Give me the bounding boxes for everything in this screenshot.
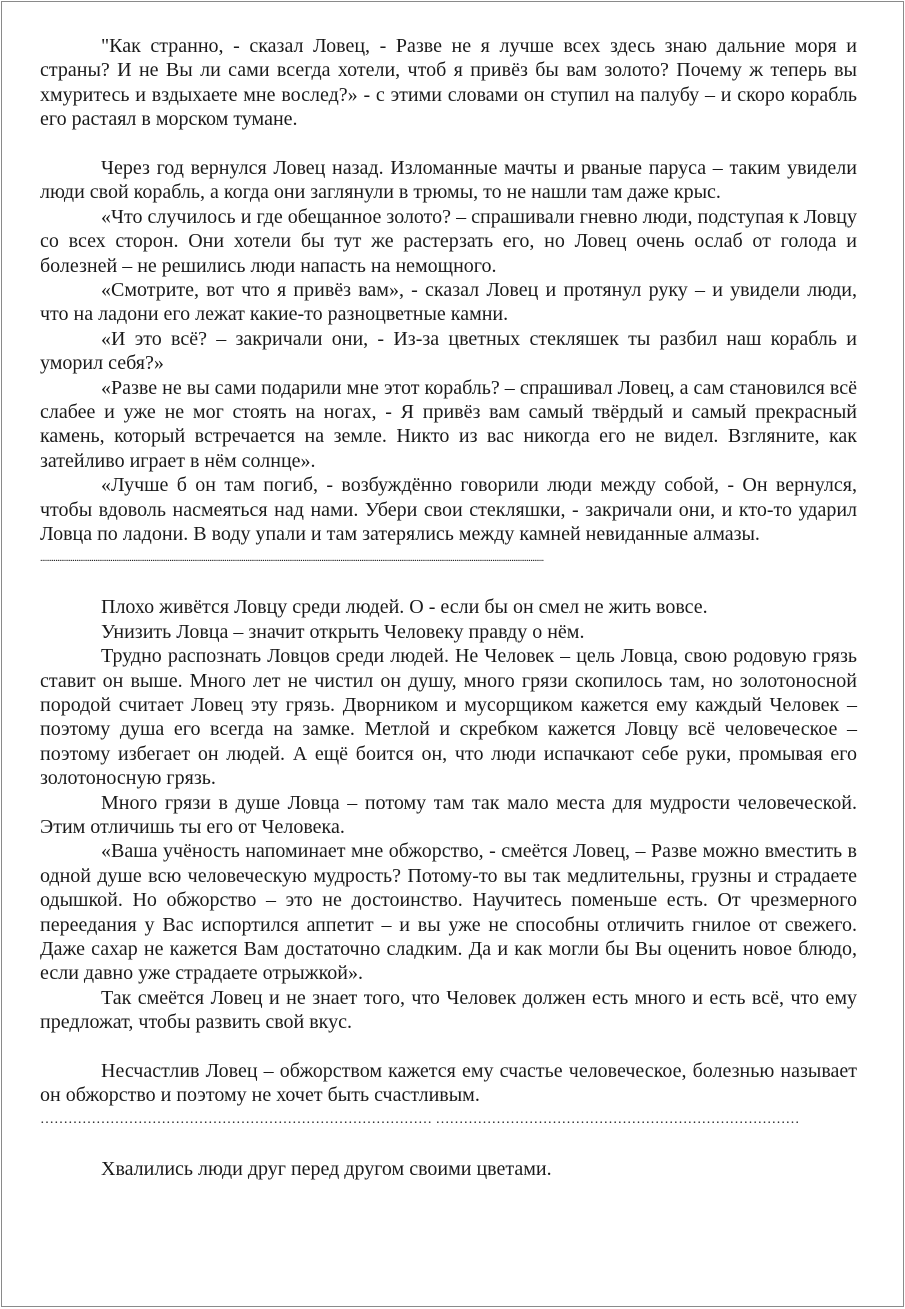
blank-line <box>40 132 857 156</box>
paragraph: «Лучше б он там погиб, - возбуждённо говорили люди между собой, - Он вернулся, чтобы вдоволь насмеяться над нами. Убери свои стекляшки, - закричали они, и кто-то ударил Ловца по ладони. В воду упали и там затерялись между камней невиданные алмазы. <box>40 474 857 546</box>
paragraph: Так смеётся Ловец и не знает того, что Человек должен есть много и есть всё, что ему предложат, чтобы развить свой вкус. <box>40 986 857 1034</box>
paragraph: Трудно распознать Ловцов среди людей. Не Человек – цель Ловца, свою родовую грязь ставит он выше. Много лет не чистил он душу, много грязи скопилось там, но золотоносной породой считает Ловец эту грязь. Дворником и мусорщиком кажется ему каждый Человек – поэтому душа его всегда на замке. Метлой и скребком кажется Ловцу всё человеческое – поэтому избегает он людей. А ещё боится он, что люди испачкают себе руки, промывая его золотоносную грязь. <box>40 645 857 790</box>
paragraph: Через год вернулся Ловец назад. Изломанные мачты и рваные паруса – таким увидели люди свой корабль, а когда они заглянули в трюмы, то не нашли там даже крыс. <box>40 157 857 204</box>
paragraph: «Что случилось и где обещанное золото? – спрашивали гневно люди, подступая к Ловцу со всех сторон. Они хотели бы тут же растерзать его, но Ловец очень ослаб от голода и болезней – не решились люди напасть на немощного. <box>40 205 857 277</box>
paragraph: «И это всё? – закричали они, - Из-за цветных стекляшек ты разбил наш корабль и уморил себя?» <box>40 327 857 375</box>
blank-line <box>40 1132 857 1156</box>
blank-line <box>40 1035 857 1059</box>
document-body <box>40 34 857 1181</box>
paragraph: «Ваша учёность напоминает мне обжорство, - смеётся Ловец, – Разве можно вместить в одной душе всю человеческую мудрость? Потому-то вы так медлительны, грузны и страдаете одышкой. Но обжорство – это не достоинство. Научитесь поменьше есть. От чрезмерного переедания у Вас испортился аппетит – и вы уже не способны отличить гнилое от свежего. Даже сахар не кажется Вам достаточно сладким. Да и как могли бы Вы оценить новое блюдо, если давно уже страдаете отрыжкой». <box>40 840 857 985</box>
paragraph: Унизить Ловца – значит открыть Человеку правду о нём. <box>101 620 585 643</box>
dotted-separator: ......................................................................................................................................................................................................................................................................... <box>40 552 544 564</box>
paragraph: Плохо живётся Ловцу среди людей. О - если бы он смел не жить вовсе. <box>101 596 708 619</box>
blank-line <box>40 571 857 595</box>
paragraph: Несчастлив Ловец – обжорством кажется ему счастье человеческое, болезнью называет он обжорство и поэтому не хочет быть счастливым. <box>40 1060 857 1107</box>
paragraph: «Смотрите, вот что я привёз вам», - сказал Ловец и протянул руку – и увидели люди, что на ладони его лежат какие-то разноцветные камни. <box>40 279 857 326</box>
paragraph: "Как странно, - сказал Ловец, - Разве не я лучше всех здесь знаю дальние моря и страны? И не Вы ли сами всегда хотели, чтоб я привёз бы вам золото? Почему ж теперь вы хмуритесь и вздыхаете мне вослед?» - с этими словами он ступил на палубу – и скоро корабль его растаял в морском тумане. <box>40 35 857 131</box>
document-page <box>1 1 904 1307</box>
paragraph: Хвалились люди друг перед другом своими цветами. <box>101 1157 552 1180</box>
paragraph: «Разве не вы сами подарили мне этот корабль? – спрашивал Ловец, а сам становился всё слабее и уже не мог стоять на ногах, - Я привёз вам самый твёрдый и самый прекрасный камень, который встречается на земле. Никто из вас никогда его не видел. Взгляните, как затейливо играет в нём солнце». <box>40 376 857 472</box>
paragraph: Много грязи в душе Ловца – потому там так мало места для мудрости человеческой. Этим отличишь ты его от Человека. <box>40 791 857 838</box>
ellipsis-separator: ………………………………………………………………………… …………………………………………………………………… <box>40 1111 800 1127</box>
